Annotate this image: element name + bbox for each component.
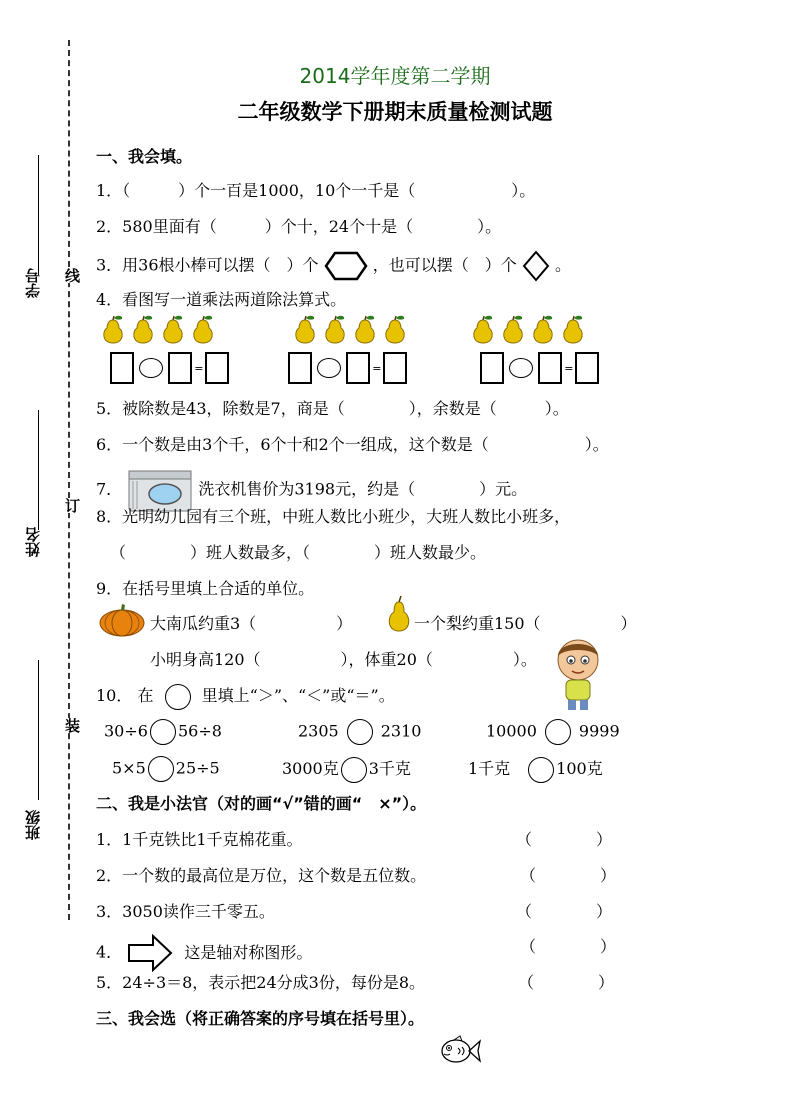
pear-group-3 — [468, 314, 588, 346]
compare-circle[interactable] — [528, 757, 554, 783]
operator-oval[interactable] — [317, 358, 341, 378]
q3-part1: 3．用36根小棒可以摆（ ）个 — [96, 255, 319, 275]
pear-icon — [468, 314, 498, 346]
q10-part1: 10． 在 — [96, 686, 154, 705]
judge-item-4-number: 4． — [96, 942, 123, 962]
pear-icon — [128, 314, 158, 346]
xuehao-label: 学号 — [24, 268, 42, 298]
judge-paren-3[interactable]: （ ） — [516, 902, 613, 921]
sample-circle-icon — [165, 684, 191, 710]
compare-item: 2305 2310 — [298, 719, 421, 745]
q4: 4．看图写一道乘法两道除法算式。 — [96, 290, 347, 309]
judge-paren-1[interactable]: （ ） — [516, 830, 613, 849]
right-arrow-icon — [127, 934, 173, 972]
pear-icon — [528, 314, 558, 346]
compare-circle[interactable] — [347, 719, 373, 745]
pear-icon — [498, 314, 528, 346]
answer-box[interactable] — [346, 352, 370, 384]
q8-line1: 8．光明幼儿园有三个班，中班人数比小班少，大班人数比小班多， — [96, 507, 571, 526]
pear-icon — [98, 314, 128, 346]
q3-part3: 。 — [554, 255, 571, 275]
q7-number: 7． — [96, 479, 123, 499]
answer-box[interactable] — [168, 352, 192, 384]
q3 — [96, 250, 571, 282]
q5: 5．被除数是43，除数是7，商是（ ），余数是（ ）。 — [96, 399, 569, 418]
judge-item-4-text: 这是轴对称图形。 — [184, 942, 313, 962]
compare-circle[interactable] — [148, 756, 174, 782]
pear-group-1 — [98, 314, 218, 346]
answer-box[interactable] — [205, 352, 229, 384]
hexagon-icon — [324, 251, 368, 281]
q9-pear: 一个梨约重150（ ） — [414, 614, 637, 633]
pear-icon — [350, 314, 380, 346]
compare-item: 5×5 25÷5 — [112, 756, 220, 782]
fish-icon — [438, 1034, 482, 1068]
pear-icon — [558, 314, 588, 346]
equation-row-2 — [288, 352, 407, 384]
operator-oval[interactable] — [509, 358, 533, 378]
section3-title: 三、我会选（将正确答案的序号填在括号里）。 — [96, 1009, 425, 1028]
answer-box[interactable] — [575, 352, 599, 384]
equation-row-3 — [480, 352, 599, 384]
xingming-label: 姓名 — [24, 527, 42, 557]
mark-xian: 线 — [63, 268, 81, 283]
q9: 9．在括号里填上合适的单位。 — [96, 579, 315, 598]
answer-box[interactable] — [110, 352, 134, 384]
equation-row-1 — [110, 352, 229, 384]
q9-pumpkin: 大南瓜约重3（ ） — [150, 614, 353, 633]
compare-item: 3000克 3千克 — [282, 756, 411, 783]
compare-circle[interactable] — [150, 719, 176, 745]
q3-part2: ，也可以摆（ ）个 — [372, 255, 517, 275]
pear-icon — [290, 314, 320, 346]
q10 — [96, 683, 395, 710]
pear-icon — [188, 314, 218, 346]
equals-sign: = — [372, 361, 382, 375]
answer-box[interactable] — [288, 352, 312, 384]
equals-sign: = — [194, 361, 204, 375]
title-line2: 二年级数学下册期末质量检测试题 — [237, 100, 553, 124]
judge-paren-4[interactable]: （ ） — [520, 937, 617, 956]
q1: 1．（ ）个一百是1000，10个一千是（ ）。 — [96, 181, 536, 200]
answer-box[interactable] — [538, 352, 562, 384]
compare-item: 1千克 100克 — [468, 756, 603, 783]
q9-height: 小明身高120（ ），体重20（ ）。 — [150, 650, 537, 669]
mark-zhuang: 装 — [63, 718, 81, 733]
pear-icon — [384, 594, 414, 634]
judge-item-1: 1．1千克铁比1千克棉花重。 — [96, 830, 303, 849]
compare-item: 30÷6 56÷8 — [104, 719, 222, 745]
pear-icon — [380, 314, 410, 346]
fold-dashed-line — [68, 40, 70, 920]
judge-item-3: 3．3050读作三千零五。 — [96, 902, 275, 921]
pumpkin-icon — [98, 602, 146, 638]
judge-item-4 — [96, 934, 312, 972]
equals-sign: = — [564, 361, 574, 375]
q7-text: 洗衣机售价为3198元，约是（ ）元。 — [198, 479, 528, 499]
banji-underline — [38, 660, 39, 800]
judge-item-5: 5．24÷3＝8，表示把24分成3份，每份是8。 — [96, 973, 426, 992]
operator-oval[interactable] — [139, 358, 163, 378]
answer-box[interactable] — [480, 352, 504, 384]
compare-item: 10000 9999 — [486, 719, 620, 745]
q6: 6．一个数是由3个千，6个十和2个一组成，这个数是（ ）。 — [96, 435, 609, 454]
section2-title: 二、我是小法官（对的画“√”错的画“ ×”）。 — [96, 794, 427, 813]
q8-line2: （ ）班人数最多，（ ）班人数最少。 — [110, 543, 487, 562]
q10-part2: 里填上“＞”、“＜”或“＝”。 — [201, 686, 395, 705]
answer-box[interactable] — [383, 352, 407, 384]
mark-ding: 订 — [63, 498, 81, 513]
diamond-icon — [522, 250, 550, 282]
compare-circle[interactable] — [545, 719, 571, 745]
pear-group-2 — [290, 314, 410, 346]
pear-icon — [158, 314, 188, 346]
compare-circle[interactable] — [341, 757, 367, 783]
judge-item-2: 2．一个数的最高位是万位，这个数是五位数。 — [96, 866, 427, 885]
xuehao-underline — [38, 155, 39, 275]
pear-icon — [320, 314, 350, 346]
boy-icon — [552, 638, 604, 712]
xingming-underline — [38, 410, 39, 530]
section1-title: 一、我会填。 — [96, 147, 193, 166]
judge-paren-5[interactable]: （ ） — [518, 973, 615, 992]
banji-label: 班级 — [24, 810, 42, 840]
q2: 2．580里面有（ ）个十，24个十是（ ）。 — [96, 217, 502, 236]
title-line1: 2014学年度第二学期 — [299, 64, 491, 88]
judge-paren-2[interactable]: （ ） — [520, 866, 617, 885]
